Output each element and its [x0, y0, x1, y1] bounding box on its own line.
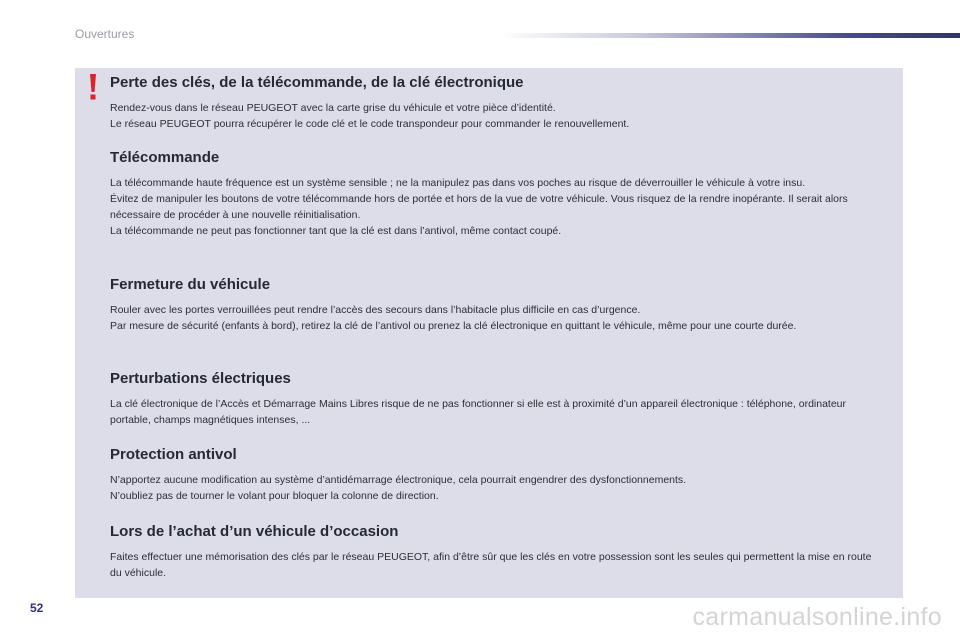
paragraph: La clé électronique de l’Accès et Démarrage Mains Libres risque de ne pas fonctionner si elle est à proximité d’un appareil électronique : téléphone, ordinateur portable, champs magnétiques intenses, ...	[110, 398, 847, 426]
exclamation-icon	[85, 73, 101, 101]
page-number: 52	[30, 601, 44, 615]
paragraph: Le réseau PEUGEOT pourra récupérer le code clé et le code transpondeur pour commander le renouvellement.	[110, 118, 630, 130]
block-used-vehicle	[110, 523, 885, 581]
block-remote-control	[110, 149, 885, 239]
paragraph: Rouler avec les portes verrouillées peut rendre l’accès des secours dans l’habitacle plus difficile en cas d’urgence.	[110, 304, 641, 316]
paragraph: N’apportez aucune modification au système d’antidémarrage électronique, cela pourrait engendrer des dysfonctionnements.	[110, 474, 687, 486]
heading-antitheft: Protection antivol	[110, 446, 237, 463]
heading-used-vehicle: Lors de l’achat d’un véhicule d’occasion	[110, 523, 399, 540]
header-divider	[500, 33, 960, 38]
paragraph: Par mesure de sécurité (enfants à bord), retirez la clé de l’antivol ou prenez la clé électronique en quittant le véhicule, même pour une courte durée.	[110, 320, 797, 332]
paragraph: La télécommande ne peut pas fonctionner tant que la clé est dans l’antivol, même contact coupé.	[110, 225, 562, 237]
paragraph: Faites effectuer une mémorisation des clés par le réseau PEUGEOT, afin d’être sûr que les clés en votre possession sont les seules qui permettent la mise en route du véhicule.	[110, 551, 872, 579]
heading-vehicle-locking: Fermeture du véhicule	[110, 276, 271, 293]
block-electrical-interference	[110, 370, 885, 428]
paragraph: Évitez de manipuler les boutons de votre télécommande hors de portée et hors de la vue de votre véhicule. Vous risquez de la rendre inopérante. Il serait alors nécessaire de procéder à une nouvelle réinitialisation.	[110, 193, 848, 221]
heading-remote-control: Télécommande	[110, 149, 220, 166]
paragraph: Rendez-vous dans le réseau PEUGEOT avec la carte grise du véhicule et votre pièce d’identité.	[110, 102, 556, 114]
block-lost-keys	[110, 74, 885, 132]
watermark: carmanualsonline.info	[692, 603, 942, 631]
block-antitheft	[110, 446, 885, 504]
paragraph: N’oubliez pas de tourner le volant pour bloquer la colonne de direction.	[110, 490, 439, 502]
heading-electrical-interference: Perturbations électriques	[110, 370, 291, 387]
paragraph: La télécommande haute fréquence est un système sensible ; ne la manipulez pas dans vos poches au risque de déverrouiller le véhicule à votre insu.	[110, 177, 806, 189]
section-title: Ouvertures	[75, 27, 135, 41]
block-vehicle-locking	[110, 276, 885, 334]
heading-lost-keys: Perte des clés, de la télécommande, de la clé électronique	[110, 74, 524, 91]
